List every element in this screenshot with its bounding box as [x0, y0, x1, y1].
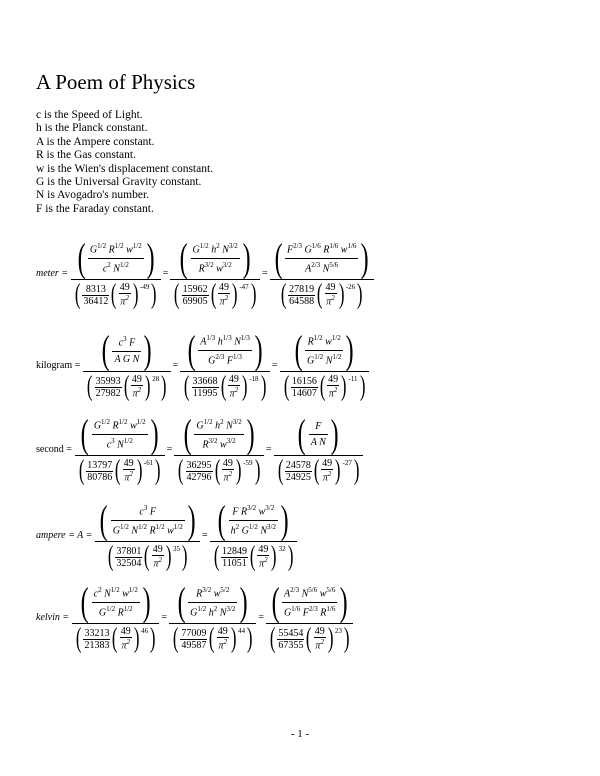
equals-sign: = [271, 360, 278, 371]
equation-term [170, 237, 260, 310]
base-ratio: ( $\frac{49}{\pi^2}$ [322, 458, 333, 484]
base-ratio: ( $\frac{49}{\pi^2}$ [258, 544, 269, 570]
numeric-coefficient: ( $\frac{15962}{69905}$ ( $\frac{49}{\pi^2}$ ) -47 [182, 281, 249, 309]
equation-term [210, 499, 297, 572]
base-ratio: ( $\frac{49}{\pi^2}$ [228, 374, 239, 400]
coefficient-ratio: ( $\frac{35993}{27982}$ [95, 375, 121, 399]
coefficient-ratio: ( $\frac{27819}{64588}$ [289, 283, 315, 307]
equation-term [270, 237, 374, 310]
definition-a: A is the Ampere constant. [36, 135, 155, 148]
numeric-coefficient: ( $\frac{16156}{14607}$ ( $\frac{49}{\pi^2}$ ) -11 [291, 373, 358, 401]
numeric-coefficient: ( $\frac{36295}{42796}$ ( $\frac{49}{\pi^2}$ ) -59 [186, 457, 253, 485]
unit-expression: ( $\frac{c^3 F}{\text{A G N}}$ [114, 335, 140, 365]
equation-lhs: kelvin = [36, 612, 70, 623]
definition-r: R is the Gas constant. [36, 149, 136, 162]
equation-row [36, 413, 363, 486]
numeric-coefficient: ( $\frac{33213}{21383}$ ( $\frac{49}{\pi^2}$ ) 46 [83, 625, 148, 653]
unit-expression: ( $\frac{G^{1/2} h^2 N^{3/2}}{R^{3/2} w^{3/2}}$ [196, 418, 242, 450]
equals-sign: = [162, 268, 169, 279]
page-number: - 1 - [290, 728, 310, 740]
unit-expression: ( $\frac{F R^{3/2} w^{3/2}}{h^2 G^{1/2} N^{3/2}}$ [230, 504, 276, 536]
equals-sign: = [265, 444, 272, 455]
equation-term [180, 329, 270, 402]
unit-expression: ( $\frac{F^{2/3} G^{1/6} R^{1/6} w^{1/6}}{A^{2/3} N^{5/6}}$ [286, 242, 357, 274]
definition-f: F is the Faraday constant. [36, 202, 154, 215]
equals-sign: = [202, 530, 208, 541]
equals-sign: = [261, 268, 268, 279]
equation-term [75, 413, 165, 486]
unit-expression: ( $\frac{G^{1/2} R^{1/2} w^{1/2}}{c^3 N^{1/2}}$ [93, 418, 146, 450]
numeric-coefficient: ( $\frac{8313}{36412}$ ( $\frac{49}{\pi^2}$ ) -49 [82, 281, 149, 309]
equals-sign: = [172, 360, 179, 371]
unit-expression: ( $\frac{c^3 F}{G^{1/2} N^{1/2} R^{1/2} w^{1/2}}$ [112, 504, 183, 536]
base-ratio: ( $\frac{49}{\pi^2}$ [328, 374, 339, 400]
coefficient-ratio: ( $\frac{12849}{11051}$ [222, 545, 247, 569]
equation-term [72, 581, 159, 654]
equation-term [274, 413, 364, 486]
equation-term [71, 237, 161, 310]
definitions-list [36, 109, 213, 216]
numeric-coefficient: ( $\frac{12849}{11051}$ ( $\frac{49}{\pi^2}$ ) 32 [221, 543, 286, 571]
numeric-coefficient: ( $\frac{24578}{24925}$ ( $\frac{49}{\pi^2}$ ) -27 [285, 457, 352, 485]
unit-expression: ( $\frac{R^{1/2} w^{1/2}}{G^{1/2} N^{1/2}}$ [307, 334, 342, 366]
numeric-coefficient: ( $\frac{33668}{11995}$ ( $\frac{49}{\pi^2}$ ) -18 [192, 373, 259, 401]
equals-sign: = [258, 612, 265, 623]
coefficient-ratio: ( $\frac{77009}{49587}$ [181, 627, 207, 651]
coefficient-ratio: ( $\frac{37801}{32504}$ [116, 545, 142, 569]
coefficient-ratio: ( $\frac{16156}{14607}$ [291, 375, 317, 399]
numeric-coefficient: ( $\frac{35993}{27982}$ ( $\frac{49}{\pi^2}$ ) 28 [95, 373, 160, 401]
equation-row [36, 237, 374, 310]
equation-row [36, 329, 369, 402]
base-ratio: ( $\frac{49}{\pi^2}$ [218, 282, 229, 308]
definition-c: c is the Speed of Light. [36, 109, 143, 121]
base-ratio: ( $\frac{49}{\pi^2}$ [131, 374, 142, 400]
equation-term [174, 413, 264, 486]
equals-sign: = [161, 612, 168, 623]
equation-lhs: meter = [36, 268, 69, 279]
unit-expression: ( $\frac{A^{1/3} h^{1/3} N^{1/3}}{G^{2/3} F^{1/3}}$ [200, 334, 250, 366]
equation-lhs: ampere = A = [36, 530, 93, 541]
coefficient-ratio: ( $\frac{24578}{24925}$ [285, 459, 311, 483]
equation-lhs: second = [36, 444, 72, 455]
base-ratio: ( $\frac{49}{\pi^2}$ [119, 282, 130, 308]
unit-expression: ( $\frac{A^{2/3} N^{5/6} w^{5/6}}{G^{1/6} F^{2/3} R^{1/6}}$ [284, 586, 336, 618]
coefficient-ratio: ( $\frac{55454}{67355}$ [278, 627, 304, 651]
equation-term [266, 581, 353, 654]
base-ratio: ( $\frac{49}{\pi^2}$ [217, 626, 228, 652]
numeric-coefficient: ( $\frac{13797}{80786}$ ( $\frac{49}{\pi^2}$ ) -61 [86, 457, 153, 485]
base-ratio: ( $\frac{49}{\pi^2}$ [123, 458, 134, 484]
equation-row [36, 581, 353, 654]
unit-expression: ( $\frac{c^2 N^{1/2} w^{1/2}}{G^{1/2} R^{1/2}}$ [93, 586, 138, 618]
coefficient-ratio: ( $\frac{33668}{11995}$ [192, 375, 218, 399]
definition-h: h is the Planck constant. [36, 122, 148, 135]
equation-term [280, 329, 369, 402]
unit-expression: ( $\frac{G^{1/2} R^{1/2} w^{1/2}}{c^2 N^{1/2}}$ [89, 242, 142, 274]
coefficient-ratio: ( $\frac{13797}{80786}$ [87, 459, 113, 483]
coefficient-ratio: ( $\frac{15962}{69905}$ [182, 283, 208, 307]
page-title: A Poem of Physics [36, 70, 196, 94]
unit-expression: ( $\frac{F}{\text{A N}}$ [310, 420, 326, 448]
equation-term [95, 499, 200, 572]
definition-n: N is Avogadro's number. [36, 189, 150, 202]
equation-term [83, 329, 170, 402]
equals-sign: = [166, 444, 173, 455]
coefficient-ratio: ( $\frac{33213}{21383}$ [84, 627, 110, 651]
coefficient-ratio: ( $\frac{36295}{42796}$ [186, 459, 212, 483]
base-ratio: ( $\frac{49}{\pi^2}$ [120, 626, 131, 652]
numeric-coefficient: ( $\frac{77009}{49587}$ ( $\frac{49}{\pi^2}$ ) 44 [180, 625, 245, 653]
numeric-coefficient: ( $\frac{27819}{64588}$ ( $\frac{49}{\pi^2}$ ) -26 [288, 281, 355, 309]
definition-g: G is the Universal Gravity constant. [36, 176, 202, 189]
base-ratio: ( $\frac{49}{\pi^2}$ [314, 626, 325, 652]
base-ratio: ( $\frac{49}{\pi^2}$ [325, 282, 336, 308]
unit-expression: ( $\frac{G^{1/2} h^2 N^{3/2}}{R^{3/2} w^{3/2}}$ [192, 242, 238, 274]
base-ratio: ( $\frac{49}{\pi^2}$ [222, 458, 233, 484]
equation-term [169, 581, 256, 654]
numeric-coefficient: ( $\frac{55454}{67355}$ ( $\frac{49}{\pi^2}$ ) 23 [277, 625, 342, 653]
unit-expression: ( $\frac{R^{3/2} w^{5/2}}{G^{1/2} h^2 N^{3/2}}$ [190, 586, 236, 618]
definition-w: w is the Wien's displacement constant. [36, 162, 214, 175]
numeric-coefficient: ( $\frac{37801}{32504}$ ( $\frac{49}{\pi^2}$ ) 35 [115, 543, 180, 571]
base-ratio: ( $\frac{49}{\pi^2}$ [152, 544, 163, 570]
equation-lhs: kilogram = [36, 360, 81, 371]
coefficient-ratio: ( $\frac{8313}{36412}$ [83, 283, 109, 307]
equation-row [36, 499, 297, 572]
